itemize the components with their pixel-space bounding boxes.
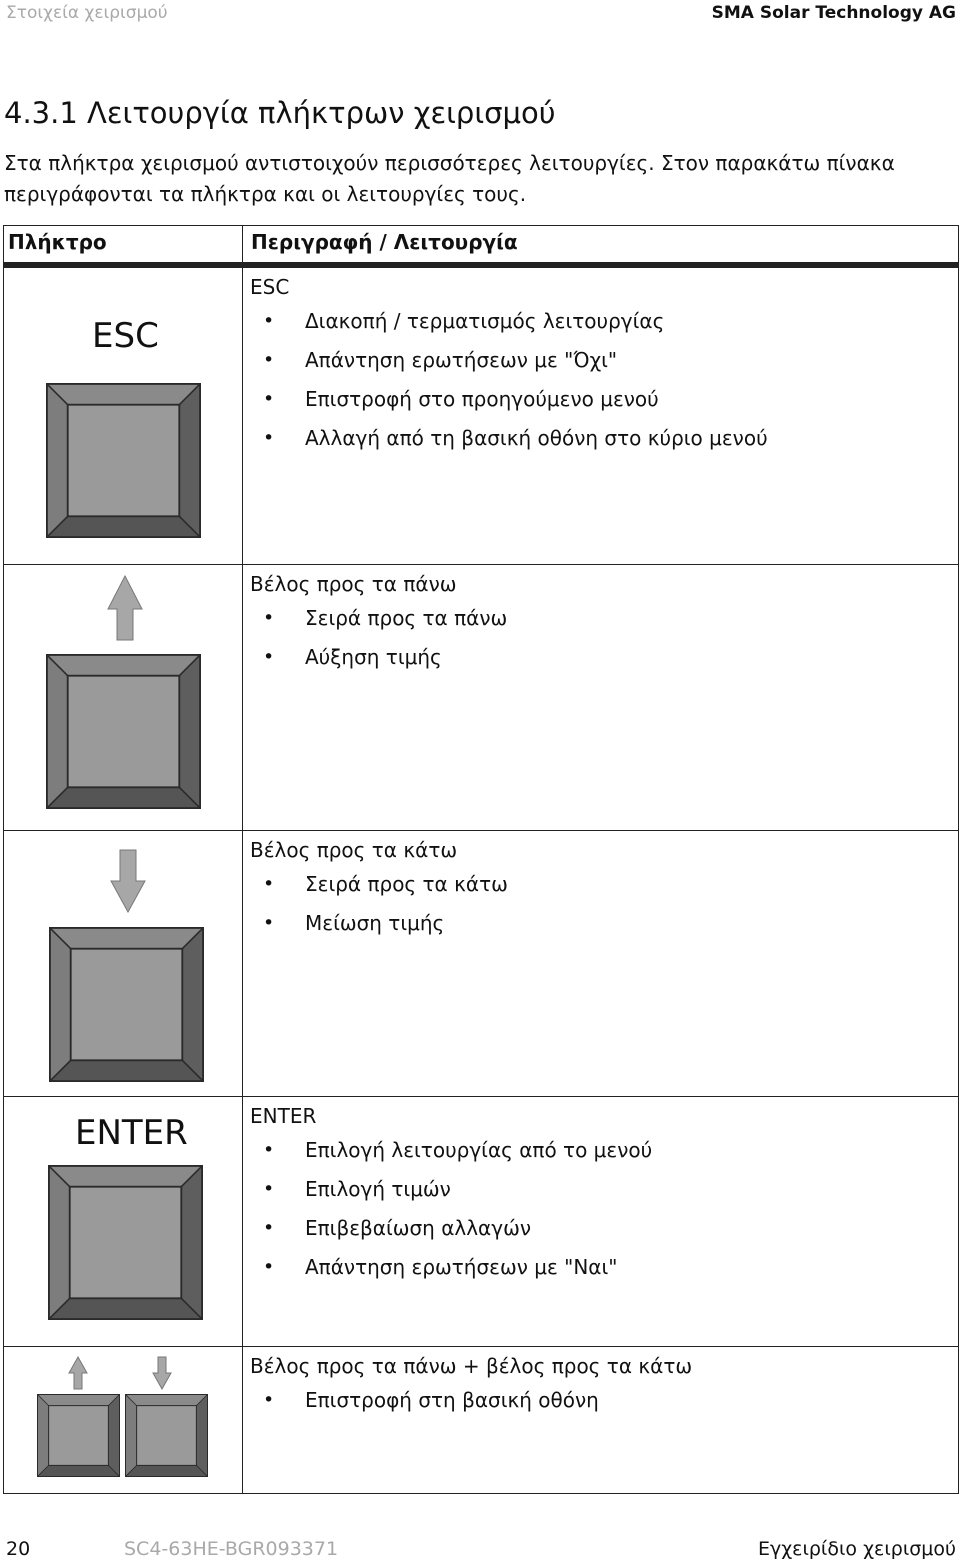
table-row-enter <box>4 1097 959 1347</box>
function-list <box>250 1138 950 1279</box>
column-header-key: Πλήκτρο <box>4 226 243 266</box>
header-section-name: Στοιχεία χειρισμού <box>6 3 168 23</box>
list-item: • Διακοπή / τερματισμός λειτουργίας <box>250 309 950 333</box>
key-cell-down <box>4 831 243 1097</box>
enter-key-button <box>48 1165 203 1320</box>
list-item: • Επιβεβαίωση αλλαγών <box>250 1216 950 1240</box>
key-cell-up <box>4 565 243 831</box>
esc-key-button <box>46 383 201 538</box>
key-cell-esc <box>4 265 243 565</box>
list-item: • Αλλαγή από τη βασική οθόνη στο κύριο μενού <box>250 426 950 450</box>
list-item: • Απάντηση ερωτήσεων με "Όχι" <box>250 348 950 372</box>
function-list <box>250 309 950 450</box>
keys-table <box>3 225 959 1494</box>
list-item: • Επιστροφή στο προηγούμενο μενού <box>250 387 950 411</box>
key-cell-up-down <box>4 1347 243 1494</box>
description-title: Βέλος προς τα κάτω <box>250 838 458 862</box>
small-up-key-button <box>37 1394 120 1477</box>
esc-key-label: ESC <box>92 316 159 356</box>
list-item: • Απάντηση ερωτήσεων με "Ναι" <box>250 1255 950 1279</box>
up-arrow-icon <box>107 575 143 641</box>
small-down-arrow-icon <box>152 1356 172 1390</box>
list-item: • Επιλογή λειτουργίας από το μενού <box>250 1138 950 1162</box>
small-up-arrow-icon <box>68 1356 88 1390</box>
down-arrow-icon <box>110 849 146 913</box>
description-cell-enter <box>243 1097 959 1347</box>
down-key-button <box>49 927 204 1082</box>
list-item: • Μείωση τιμής <box>250 911 950 935</box>
list-item: • Σειρά προς τα κάτω <box>250 872 950 896</box>
column-header-description: Περιγραφή / Λειτουργία <box>243 226 959 266</box>
function-list <box>250 872 950 935</box>
list-item: • Επιλογή τιμών <box>250 1177 950 1201</box>
enter-key-label: ENTER <box>75 1113 188 1153</box>
function-list <box>250 606 950 669</box>
key-cell-enter <box>4 1097 243 1347</box>
table-row-up-down <box>4 1347 959 1494</box>
description-cell-up-down <box>243 1347 959 1494</box>
footer-document-code: SC4-63HE-BGR093371 <box>124 1538 339 1560</box>
description-cell-up <box>243 565 959 831</box>
table-row-up <box>4 565 959 831</box>
description-title: ENTER <box>250 1104 317 1128</box>
description-title: ESC <box>250 275 290 299</box>
footer-page-number: 20 <box>6 1538 31 1560</box>
description-cell-down <box>243 831 959 1097</box>
list-item: • Αύξηση τιμής <box>250 645 950 669</box>
small-down-key-button <box>125 1394 208 1477</box>
list-item: • Σειρά προς τα πάνω <box>250 606 950 630</box>
function-list <box>250 1388 950 1412</box>
description-cell-esc <box>243 265 959 565</box>
description-title: Βέλος προς τα πάνω <box>250 572 457 596</box>
footer-document-title: Εγχειρίδιο χειρισμού <box>757 1538 956 1560</box>
section-intro: Στα πλήκτρα χειρισμού αντιστοιχούν περισσότερες λειτουργίες. Στον παρακάτω πίνακα περιγράφονται τα πλήκτρα και οι λειτουργίες τους. <box>4 151 895 206</box>
header-company: SMA Solar Technology AG <box>711 3 956 23</box>
up-key-button <box>46 654 201 809</box>
list-item: • Επιστροφή στη βασική οθόνη <box>250 1388 950 1412</box>
section-title: 4.3.1 Λειτουργία πλήκτρων χειρισμού <box>4 96 556 130</box>
description-title: Βέλος προς τα πάνω + βέλος προς τα κάτω <box>250 1354 693 1378</box>
table-row-esc <box>4 265 959 565</box>
table-row-down <box>4 831 959 1097</box>
